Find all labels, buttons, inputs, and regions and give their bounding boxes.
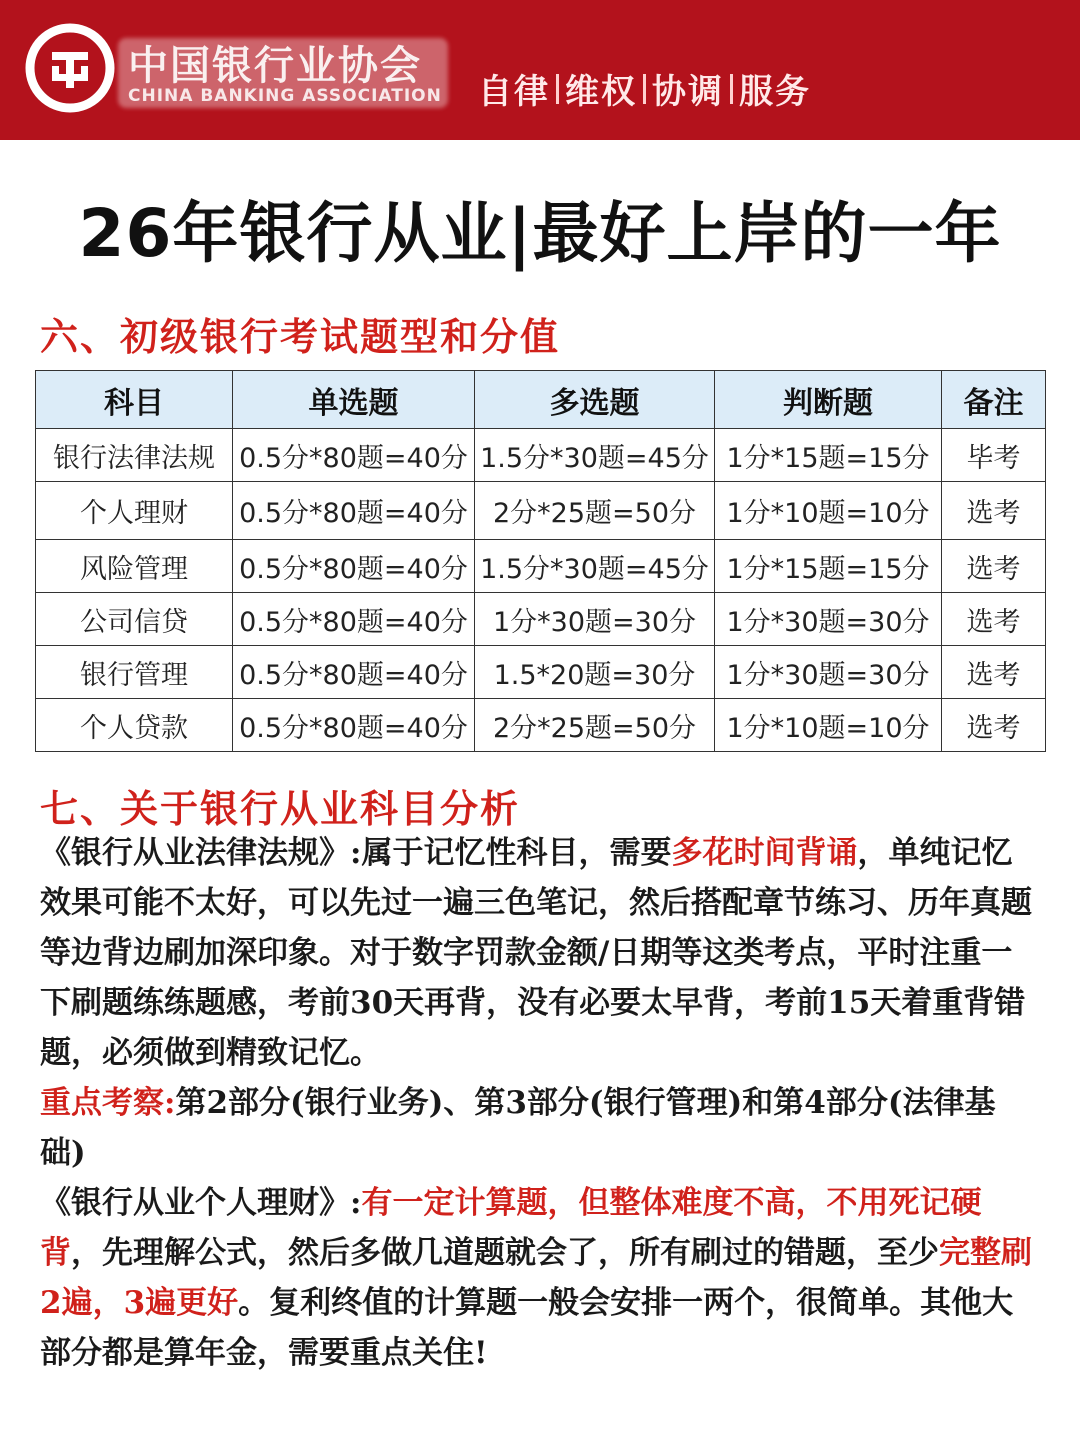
slogan-item: 服务 <box>739 72 811 112</box>
text-run: 第2部分(银行业务)、第3部分(银行管理)和第4部分(法律基础) <box>40 1085 996 1171</box>
table-cell: 银行管理 <box>36 646 233 699</box>
analysis-body <box>40 828 1040 1378</box>
table-cell: 公司信贷 <box>36 593 233 646</box>
page-title: 26年银行从业|最好上岸的一年 <box>78 195 1002 272</box>
table-cell: 1分*15题=15分 <box>715 429 942 482</box>
table-row <box>36 540 1046 593</box>
column-header-single-choice: 单选题 <box>233 371 475 429</box>
highlight-text: 完整刷2遍，3遍更好 <box>40 1235 1032 1321</box>
table-cell: 0.5分*80题=40分 <box>233 429 475 482</box>
text-run: ，先理解公式，然后多做几道题就会了，所有刷过的错题，至少 <box>71 1235 939 1271</box>
logo-chinese-name: 中国银行业协会 <box>128 43 422 89</box>
table-cell: 0.5分*80题=40分 <box>233 593 475 646</box>
logo-english-name: CHINA BANKING ASSOCIATION <box>128 86 442 106</box>
table-cell: 选考 <box>942 699 1046 752</box>
paragraph-personal-finance <box>40 1178 1040 1378</box>
table-cell: 选考 <box>942 593 1046 646</box>
table-header-row <box>36 371 1046 429</box>
table-cell: 1分*30题=30分 <box>715 593 942 646</box>
highlight-text: 多花时间背诵 <box>671 835 858 871</box>
paragraph-key-focus <box>40 1078 1040 1178</box>
column-header-multi-choice: 多选题 <box>475 371 715 429</box>
table-cell: 1分*15题=15分 <box>715 540 942 593</box>
table-cell: 个人理财 <box>36 482 233 540</box>
table-cell: 2分*25题=50分 <box>475 482 715 540</box>
slogan-item: 维权 <box>565 72 637 112</box>
highlight-text: 有一定计算题，但整体难度不高，不用死记硬背 <box>40 1185 982 1271</box>
table-cell: 1分*30题=30分 <box>715 646 942 699</box>
text-run: ，单纯记忆效果可能不太好，可以先过一遍三色笔记，然后搭配章节练习、历年真题等边背边刷加深印象。对于数字罚款金额/日期等这类考点，平时注重一下刷题练练题感，考前30天再背，没有必要太早背，考前15天着重背错题，必须做到精致记忆。 <box>40 835 1032 1071</box>
section-heading-subject-analysis: 七、关于银行从业科目分析 <box>40 787 521 831</box>
column-header-true-false: 判断题 <box>715 371 942 429</box>
table-cell: 1.5分*30题=45分 <box>475 429 715 482</box>
column-header-subject: 科目 <box>36 371 233 429</box>
table-cell: 选考 <box>942 646 1046 699</box>
table-cell: 个人贷款 <box>36 699 233 752</box>
table-row <box>36 482 1046 540</box>
column-header-notes: 备注 <box>942 371 1046 429</box>
table-cell: 银行法律法规 <box>36 429 233 482</box>
table-cell: 选考 <box>942 540 1046 593</box>
slogan <box>478 64 811 113</box>
table-cell: 0.5分*80题=40分 <box>233 699 475 752</box>
table-row <box>36 429 1046 482</box>
table-cell: 1.5*20题=30分 <box>475 646 715 699</box>
table-cell: 2分*25题=50分 <box>475 699 715 752</box>
exam-score-table <box>35 370 1046 752</box>
slogan-item: 协调 <box>652 72 724 112</box>
table-cell: 风险管理 <box>36 540 233 593</box>
table-row <box>36 593 1046 646</box>
table-row <box>36 646 1046 699</box>
text-run: 《银行从业个人理财》: <box>40 1185 362 1221</box>
table-cell: 1分*10题=10分 <box>715 482 942 540</box>
table-cell: 1分*10题=10分 <box>715 699 942 752</box>
table-cell: 毕考 <box>942 429 1046 482</box>
text-run: 。复利终值的计算题一般会安排一两个，很简单。其他大部分都是算年金，需要重点关住! <box>40 1285 1014 1371</box>
text-run: 《银行从业法律法规》:属于记忆性科目，需要 <box>40 835 672 871</box>
header-banner <box>0 0 1080 140</box>
table-cell: 0.5分*80题=40分 <box>233 540 475 593</box>
slogan-divider <box>730 74 733 104</box>
slogan-item: 自律 <box>478 72 550 112</box>
association-logo-icon <box>24 22 116 114</box>
slogan-divider <box>556 74 559 104</box>
table-cell: 0.5分*80题=40分 <box>233 482 475 540</box>
table-cell: 选考 <box>942 482 1046 540</box>
table-cell: 0.5分*80题=40分 <box>233 646 475 699</box>
slogan-divider <box>643 74 646 104</box>
table-cell: 1分*30题=30分 <box>475 593 715 646</box>
table-row <box>36 699 1046 752</box>
highlight-label: 重点考察: <box>40 1085 176 1121</box>
section-heading-exam-types: 六、初级银行考试题型和分值 <box>40 315 561 359</box>
table-cell: 1.5分*30题=45分 <box>475 540 715 593</box>
paragraph-law <box>40 828 1040 1078</box>
